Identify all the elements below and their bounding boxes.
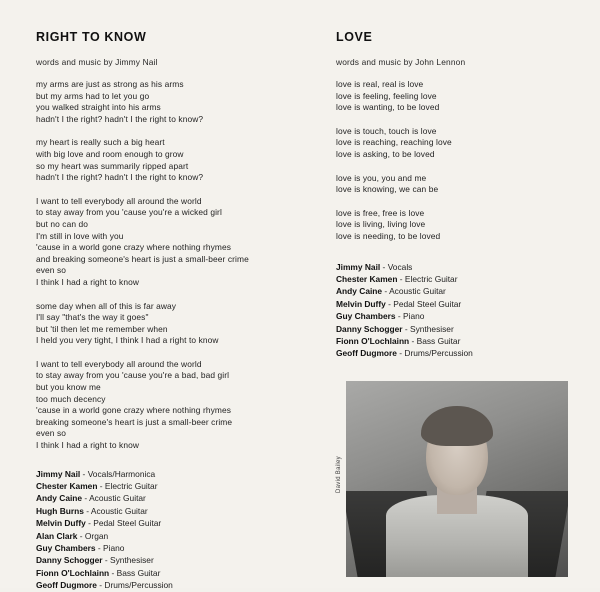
left-song-lyrics	[36, 79, 300, 452]
musician-role: Vocals	[387, 261, 413, 272]
musician-row: Hugh Burns - Acoustic Guitar	[36, 505, 148, 516]
musician-row: Geoff Dugmore - Drums/Percussion	[36, 580, 173, 591]
lyric-line: my arms are just as strong as his arms	[36, 79, 184, 89]
musician-role: Piano	[403, 311, 425, 322]
lyric-line: hadn't I the right? hadn't I the right to know?	[36, 113, 204, 124]
musician-name: Alan Clark	[36, 530, 78, 541]
musician-role: Electric Guitar	[404, 273, 458, 284]
lyric-line: I want to tell everybody all around the world	[36, 358, 202, 369]
artist-photo-block	[336, 381, 568, 577]
photo-credit: David Bailey	[336, 456, 342, 493]
musician-row: Jimmy Nail - Vocals/Harmonica	[36, 468, 156, 479]
lyric-line: but 'til then let me remember when	[36, 323, 168, 334]
lyric-line: I want to tell everybody all around the world	[36, 195, 202, 206]
right-song-title: LOVE	[336, 30, 373, 44]
musician-role: Piano	[103, 543, 125, 554]
musician-role: Acoustic Guitar	[90, 505, 148, 516]
lyric-line: some day when all of this is far away	[36, 300, 177, 311]
right-musician-credits	[336, 261, 600, 360]
lyric-line: love is feeling, feeling love	[336, 90, 437, 101]
musician-row: Jimmy Nail - Vocals	[336, 261, 413, 272]
musician-name: Guy Chambers	[336, 311, 396, 322]
musician-row: Andy Caine - Acoustic Guitar	[36, 493, 146, 504]
lyric-line: love is knowing, we can be	[336, 184, 439, 195]
musician-row: Andy Caine - Acoustic Guitar	[336, 286, 446, 297]
musician-name: Andy Caine	[36, 493, 83, 504]
lyric-line: hadn't I the right? hadn't I the right to know?	[36, 172, 204, 183]
musician-row: Melvin Duffy - Pedal Steel Guitar	[36, 518, 162, 529]
lyric-line: to stay away from you 'cause you're a wicked girl	[36, 207, 222, 218]
musician-role: Bass Guitar	[116, 567, 161, 578]
lyric-line: my heart is really such a big heart	[36, 137, 165, 148]
musician-row: Guy Chambers - Piano	[336, 311, 425, 322]
lyric-line: love is touch, touch is love	[336, 125, 437, 136]
musician-name: Andy Caine	[336, 286, 383, 297]
left-column	[0, 0, 300, 591]
left-musician-credits	[36, 468, 300, 592]
musician-name: Jimmy Nail	[36, 468, 81, 479]
lyric-stanza	[336, 79, 600, 114]
lyric-stanza	[36, 301, 300, 347]
lyric-line: but my arms had to let you go	[36, 90, 150, 101]
musician-row: Chester Kamen - Electric Guitar	[36, 481, 158, 492]
lyric-line: I'll say "that's the way it goes"	[36, 312, 149, 323]
musician-name: Melvin Duffy	[36, 518, 86, 529]
right-song-lyrics	[336, 79, 600, 243]
lyric-line: breaking someone's heart is just a small-beer crime	[36, 416, 233, 427]
lyric-line: you walked straight into his arms	[36, 102, 161, 113]
lyric-line: even so	[36, 265, 67, 276]
artist-photo	[346, 381, 568, 577]
musician-row: Danny Schogger - Synthesiser	[336, 323, 454, 334]
lyric-line: love is reaching, reaching love	[336, 137, 452, 148]
lyric-line: and breaking someone's heart is just a small-beer crime	[36, 253, 249, 264]
left-song-credit: words and music by Jimmy Nail	[36, 57, 158, 67]
lyric-stanza	[36, 196, 300, 289]
lyric-line: love is needing, to be loved	[336, 230, 441, 241]
musician-name: Fionn O'Lochlainn	[36, 567, 110, 578]
lyric-line: but no can do	[36, 218, 89, 229]
musician-row: Fionn O'Lochlainn - Bass Guitar	[336, 335, 461, 346]
lyric-line: love is asking, to be loved	[336, 148, 435, 159]
lyric-stanza	[336, 173, 600, 196]
lyric-line: I'm still in love with you	[36, 230, 124, 241]
lyric-line: love is free, free is love	[336, 207, 425, 218]
musician-role: Acoustic Guitar	[389, 286, 446, 297]
lyric-line: love is living, living love	[336, 219, 426, 230]
musician-name: Hugh Burns	[36, 505, 84, 516]
musician-row: Alan Clark - Organ	[36, 530, 109, 541]
lyric-line: too much decency	[36, 393, 106, 404]
lyric-stanza	[36, 137, 300, 183]
lyric-line: love is you, you and me	[336, 172, 427, 183]
musician-role: Pedal Steel Guitar	[393, 298, 462, 309]
lyric-line: 'cause in a world gone crazy where nothing rhymes	[36, 405, 232, 416]
musician-name: Guy Chambers	[36, 543, 96, 554]
lyric-stanza	[336, 208, 600, 243]
musician-name: Chester Kamen	[36, 481, 98, 492]
musician-role: Drums/Percussion	[104, 580, 173, 591]
musician-role: Electric Guitar	[104, 481, 158, 492]
musician-row: Geoff Dugmore - Drums/Percussion	[336, 348, 473, 359]
musician-name: Danny Schogger	[336, 323, 403, 334]
musician-row: Melvin Duffy - Pedal Steel Guitar	[336, 298, 462, 309]
lyric-line: even so	[36, 428, 67, 439]
lyric-stanza	[336, 126, 600, 161]
lyric-line: to stay away from you 'cause you're a bad, bad girl	[36, 370, 230, 381]
musician-row: Danny Schogger - Synthesiser	[36, 555, 154, 566]
musician-role: Synthesiser	[110, 555, 154, 566]
lyric-line: I think I had a right to know	[36, 440, 139, 451]
musician-row: Guy Chambers - Piano	[36, 543, 125, 554]
musician-role: Pedal Steel Guitar	[93, 518, 162, 529]
lyric-line: but you know me	[36, 382, 101, 393]
lyric-line: I think I had a right to know	[36, 276, 139, 287]
musician-role: Vocals/Harmonica	[87, 468, 156, 479]
musician-name: Danny Schogger	[36, 555, 103, 566]
musician-name: Chester Kamen	[336, 273, 398, 284]
lyric-line: love is wanting, to be loved	[336, 102, 440, 113]
lyric-line: with big love and room enough to grow	[36, 148, 184, 159]
lyric-line: love is real, real is love	[336, 79, 424, 89]
left-song-title: RIGHT TO KNOW	[36, 30, 147, 44]
musician-role: Synthesiser	[410, 323, 454, 334]
musician-name: Jimmy Nail	[336, 261, 381, 272]
musician-role: Drums/Percussion	[404, 348, 473, 359]
musician-name: Fionn O'Lochlainn	[336, 335, 410, 346]
lyric-line: 'cause in a world gone crazy where nothing rhymes	[36, 242, 232, 253]
musician-name: Geoff Dugmore	[336, 348, 397, 359]
lyric-line: I held you very tight, I think I had a right to know	[36, 335, 219, 346]
musician-row: Fionn O'Lochlainn - Bass Guitar	[36, 567, 161, 578]
musician-role: Organ	[84, 530, 109, 541]
musician-role: Acoustic Guitar	[89, 493, 146, 504]
lyric-line: so my heart was summarily ripped apart	[36, 160, 189, 171]
lyric-stanza	[36, 359, 300, 452]
right-song-credit: words and music by John Lennon	[336, 57, 466, 67]
musician-name: Geoff Dugmore	[36, 580, 97, 591]
musician-name: Melvin Duffy	[336, 298, 386, 309]
lyric-stanza	[36, 79, 300, 125]
musician-role: Bass Guitar	[416, 335, 461, 346]
musician-row: Chester Kamen - Electric Guitar	[336, 273, 458, 284]
